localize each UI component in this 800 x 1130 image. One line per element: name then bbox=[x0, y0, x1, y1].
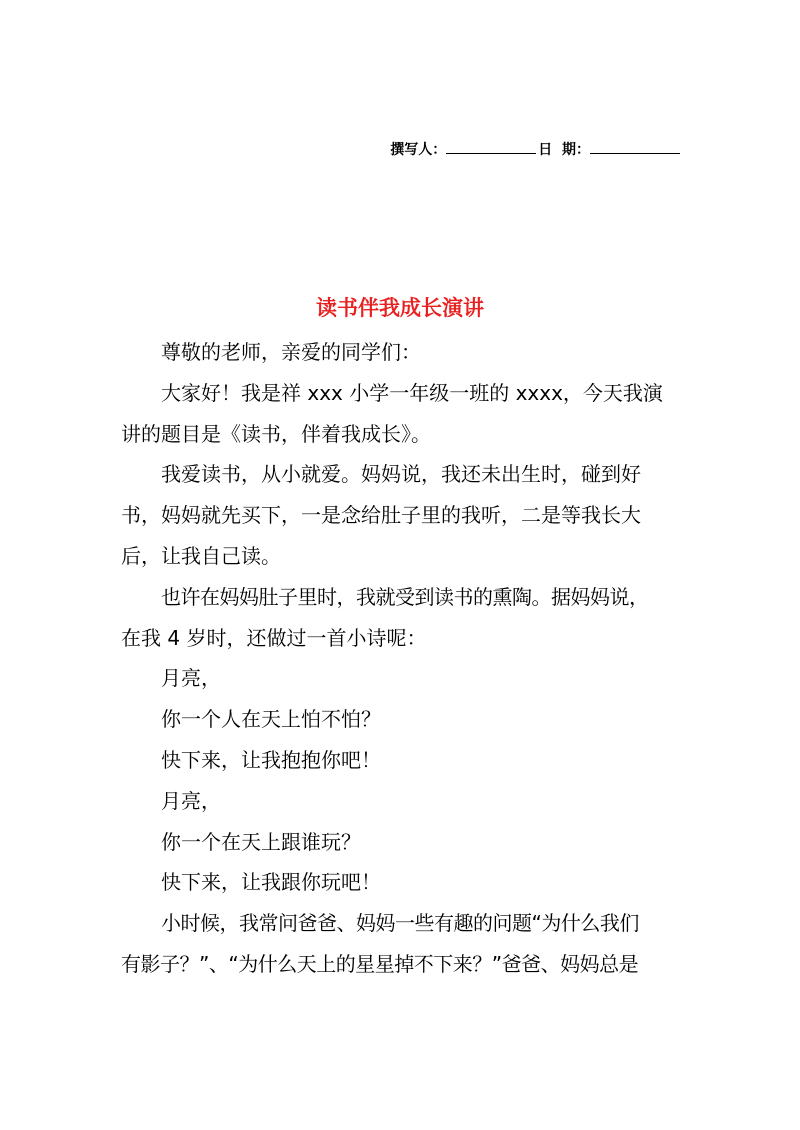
speech-body bbox=[121, 332, 681, 985]
author-blank-field bbox=[446, 139, 536, 154]
author-label: 撰写人： bbox=[390, 142, 447, 158]
paragraph-line: 也许在妈妈肚子里时，我就受到读书的熏陶。据妈妈说， bbox=[161, 584, 649, 609]
poem-line: 你一个在天上跟谁玩？ bbox=[161, 829, 361, 854]
date-blank-field bbox=[590, 139, 680, 154]
poem-line: 快下来，让我跟你玩吧！ bbox=[161, 870, 381, 895]
greeting-line: 尊敬的老师，亲爱的同学们： bbox=[161, 340, 421, 364]
paragraph-line: 在我 4 岁时，还做过一首小诗呢： bbox=[121, 625, 427, 650]
paragraph-line: 我爱读书，从小就爱。妈妈说，我还未出生时，碰到好 bbox=[161, 462, 641, 487]
paragraph-line: 大家好！我是祥 xxx 小学一年级一班的 xxxx，今天我演 bbox=[161, 380, 663, 405]
poem-line: 月亮， bbox=[161, 788, 221, 813]
poem-line: 月亮， bbox=[161, 666, 221, 691]
paragraph-line: 有影子？”、“为什么天上的星星掉不下来？”爸爸、妈妈总是 bbox=[121, 951, 639, 976]
paragraph-line: 讲的题目是《读书，伴着我成长》。 bbox=[121, 421, 431, 446]
poem-line: 快下来，让我抱抱你吧！ bbox=[161, 747, 381, 772]
document-title: 读书伴我成长演讲 bbox=[316, 295, 484, 320]
poem-line: 你一个人在天上怕不怕？ bbox=[161, 707, 381, 732]
paragraph-line: 书，妈妈就先买下，一是念给肚子里的我听，二是等我长大 bbox=[121, 503, 641, 528]
author-date-line bbox=[0, 139, 680, 160]
paragraph-line: 小时候，我常问爸爸、妈妈一些有趣的问题“为什么我们 bbox=[161, 911, 639, 936]
date-label: 日 期： bbox=[538, 142, 590, 158]
paragraph-line: 后，让我自己读。 bbox=[121, 543, 281, 568]
